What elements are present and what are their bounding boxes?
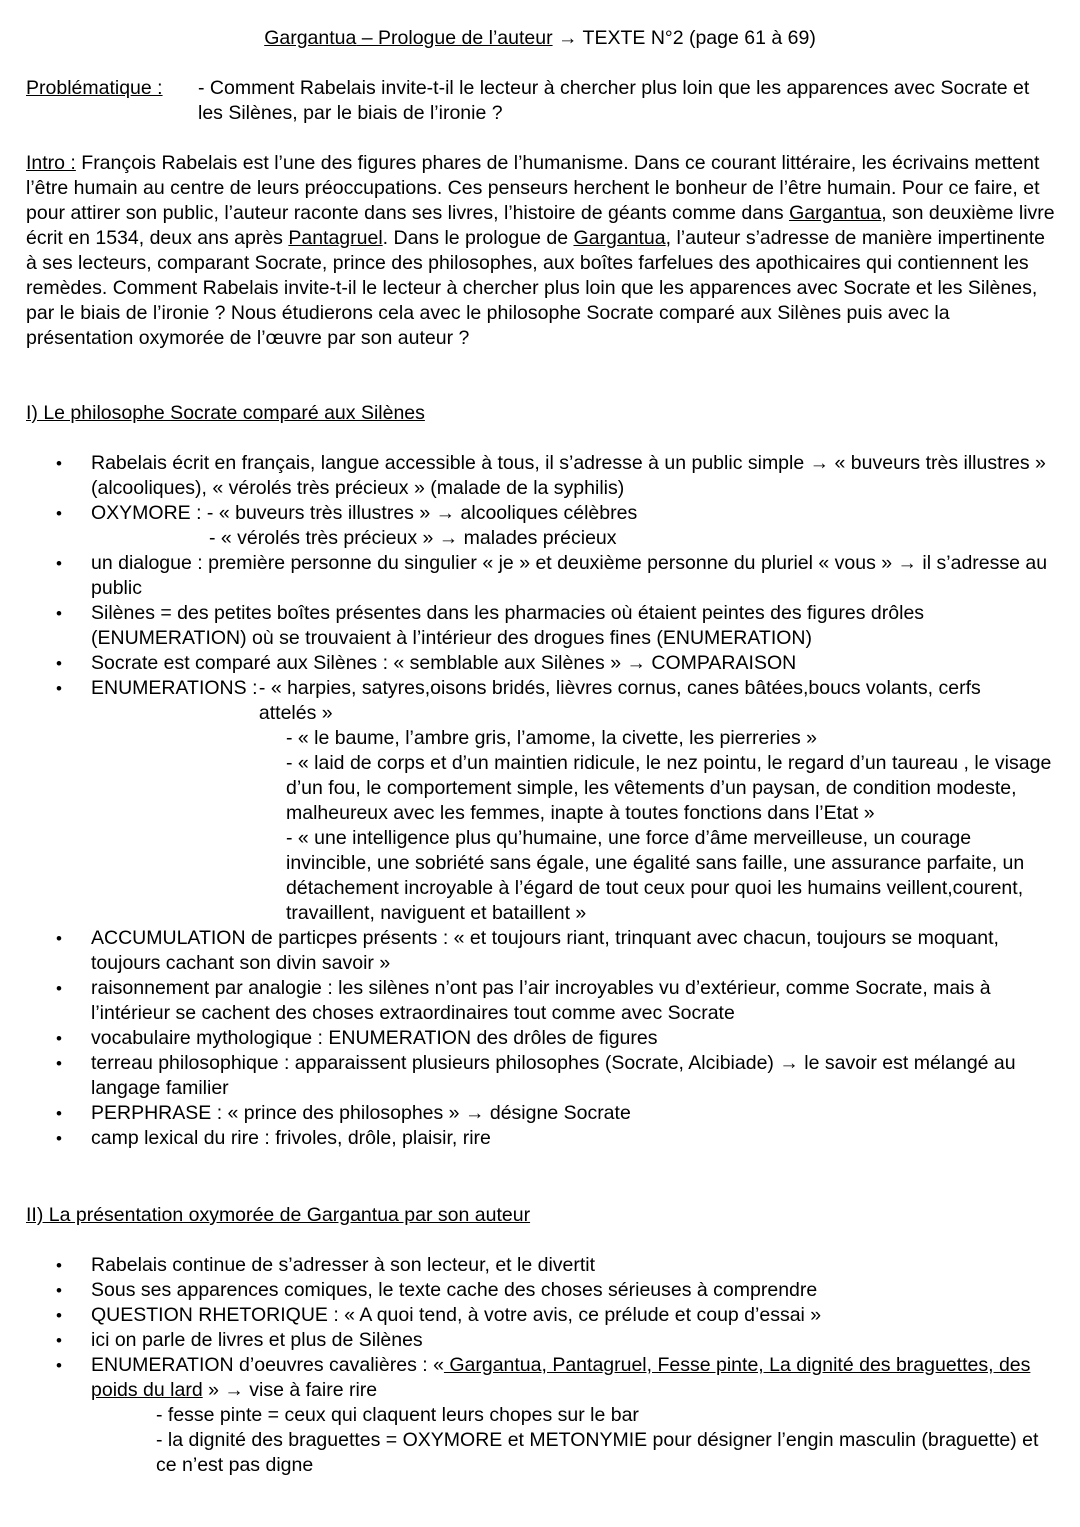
item-text: vocabulaire mythologique : ENUMERATION des drôles de figures [91,1027,658,1049]
list-item [0,551,1060,601]
item-text: terreau philosophique : apparaissent plusieurs philosophes (Socrate, Alcibiade) → le savoir est mélangé au langage familier [91,1052,1016,1099]
intro-paragraph [26,151,1056,351]
item-text: ENUMERATION d’oeuvres cavalières : « [91,1354,444,1376]
list-item [0,501,1060,551]
list-item [0,601,1060,651]
title-work-subject [264,27,552,49]
item-text: » → vise à faire rire [202,1379,378,1401]
list-item [0,926,1060,976]
intro-text-3: . Dans le prologue de [382,227,574,249]
section2-list [0,1253,1060,1478]
item-text: Silènes = des petites boîtes présentes dans les pharmacies où étaient peintes des figures drôles (ENUMERATION) où se trouvaient à l’intérieur des drogues fines (ENUMERATION) [91,602,925,649]
section2-heading: II) La présentation oxymorée de Gargantua par son auteur [26,1204,531,1226]
problematique-text: - Comment Rabelais invite-t-il le lecteur à chercher plus loin que les apparences avec Socrate et les Silènes, par le biais de l’ironie ? [198,77,1030,124]
list-item [0,1051,1060,1101]
list-item [0,1253,1060,1278]
intro-work-1: Gargantua [789,202,882,224]
section1-list [0,451,1060,1151]
list-item [0,1278,1060,1303]
item-text: PERPHRASE : « prince des philosophes » → désigne Socrate [91,1102,631,1124]
intro-label: Intro : [26,152,76,174]
title-rest: → TEXTE N°2 (page 61 à 69) [552,27,816,49]
item-text: QUESTION RHETORIQUE : « A quoi tend, à votre avis, ce prélude et coup d’essai » [91,1304,822,1326]
item-subtext: - la dignité des braguettes = OXYMORE et METONYMIE pour désigner l’engin masculin (braguette) et ce n’est pas digne [156,1429,1039,1476]
problematique [26,76,1056,126]
item-text: Rabelais écrit en français, langue accessible à tous, il s’adresse à un public simple → « buveurs très illustres » (alcooliques), « vérolés très précieux » (malade de la syphilis) [91,452,1046,499]
intro-work-2: Pantagruel [288,227,383,249]
list-item [0,1328,1060,1353]
page-title [0,26,1080,51]
item-text: ici on parle de livres et plus de Silènes [91,1329,423,1351]
item-enum: - « laid de corps et d’un maintien ridicule, le nez pointu, le regard d’un taureau , le visage d’un fou, le comportement simple, les vêtements d’un paysan, de condition modeste, malheureux avec les femmes, inapte à toutes fonctions dans l’Etat » [286,752,1052,824]
item-subtext: - fesse pinte = ceux qui claquent leurs chopes sur le bar [156,1404,639,1426]
item-text: Sous ses apparences comiques, le texte cache des choses sérieuses à comprendre [91,1279,818,1301]
intro-text-4: , l’auteur s’adresse de manière impertinente à ses lecteurs, comparant Socrate, prince des philosophes, aux boîtes farfelues des apothicaires qui contiennent les remèdes. Comment Rabelais invite-t-il le lecteur à chercher plus loin que les apparences avec Socrate et les Silènes, par le biais de l’ironie ? Nous étudierons cela avec le philosophe Socrate comparé aux Silènes puis avec la présentation oxymorée de l’œuvre par son auteur ? [26,227,1045,349]
item-text: un dialogue : première personne du singulier « je » et deuxième personne du pluriel « vous » → il s’adresse au public [91,552,1048,599]
title-subject: Prologue de l’auteur [378,27,553,49]
section1-heading: I) Le philosophe Socrate comparé aux Silènes [26,402,425,424]
item-text: camp lexical du rire : frivoles, drôle, plaisir, rire [91,1127,491,1149]
list-item [0,1026,1060,1051]
list-item [0,1126,1060,1151]
item-text: Rabelais continue de s’adresser à son lecteur, et le divertit [91,1254,596,1276]
list-item [0,1303,1060,1328]
list-item [0,676,1060,926]
intro-work-3: Gargantua [573,227,666,249]
item-enum: - « harpies, satyres,oisons bridés, lièvres cornus, canes bâtées,boucs volants, cerfs attelés » [258,677,981,724]
item-works: Gargantua, Pantagruel, Fesse pinte, La dignité des braguettes, des poids du lard [91,1354,1031,1401]
title-dash: – [356,27,379,49]
item-text: Socrate est comparé aux Silènes : « semblable aux Silènes » → COMPARAISON [91,652,797,674]
item-label: ENUMERATIONS : [91,677,263,699]
title-work: Gargantua [264,27,357,49]
intro-text-1: François Rabelais est l’une des figures phares de l’humanisme. Dans ce courant littéraire, les écrivains mettent l’être humain au centre de leurs préoccupations. Ces penseurs herchent le bonheur de l’être humain. Pour ce faire, et pour attirer son public, l’auteur raconte dans ses livres, l’histoire de géants comme dans [26,152,1040,224]
intro-text-2: , son deuxième livre écrit en 1534, deux ans après [26,202,1055,249]
problematique-label: Problématique : [26,77,163,99]
item-text: raisonnement par analogie : les silènes n’ont pas l’air incroyables vu d’extérieur, comme Socrate, mais à l’intérieur se cachent des choses extraordinaires tout comme avec Socrate [91,977,991,1024]
list-item [0,1101,1060,1126]
item-enum: - « le baume, l’ambre gris, l’amome, la civette, les pierreries » [286,727,818,749]
list-item [0,1353,1060,1478]
item-text: ACCUMULATION de particpes présents : « et toujours riant, trinquant avec chacun, toujours se moquant, toujours cachant son divin savoir » [91,927,999,974]
item-enum: - « une intelligence plus qu’humaine, une force d’âme merveilleuse, un courage invincible, une sobriété sans égale, une égalité sans faille, une assurance parfaite, un détachement incroyable à l’égard de tout ceux pour quoi les humains veillent,courent, travaillent, naviguent et bataillent » [286,827,1025,924]
list-item [0,651,1060,676]
item-subtext: - « vérolés très précieux » → malades précieux [209,527,617,549]
list-item [0,976,1060,1026]
item-text: OXYMORE : - « buveurs très illustres » → alcooliques célèbres [91,502,638,524]
list-item [0,451,1060,501]
